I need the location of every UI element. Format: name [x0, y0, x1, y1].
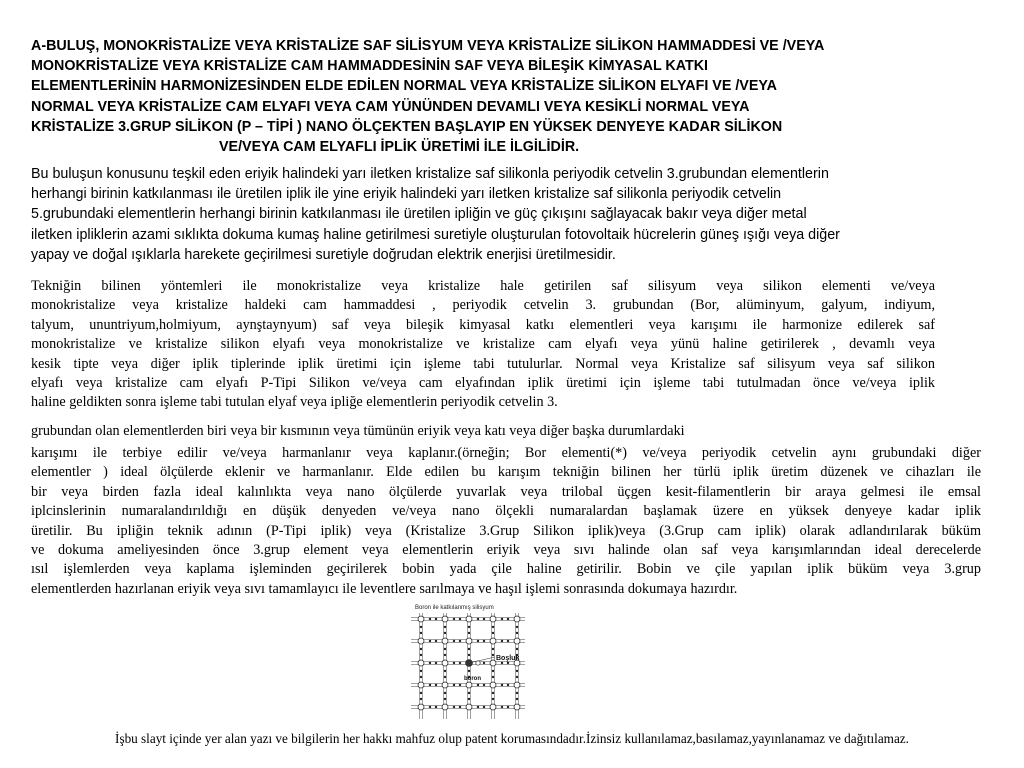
electron-dot	[477, 684, 479, 686]
body-line: monokristalize ve kristalize silikon elyafı veya monokristalize ve kristalize cam elyafı veya yünü haline getirilerek , devamlı veya	[31, 336, 935, 353]
electron-dot	[516, 632, 518, 634]
intro-paragraph	[31, 164, 1001, 265]
electron-dot	[453, 662, 455, 664]
electron-dot	[453, 640, 455, 642]
electron-dot	[435, 640, 437, 642]
electron-dot	[492, 626, 494, 628]
electron-dot	[516, 626, 518, 628]
body-line: elyafı veya kristalize cam elyafı P-Tipi Silikon ve/veya cam elyafından iplik üretimi için işleme tabi tutulmadan önce ve/veya iplik	[31, 375, 935, 392]
electron-dot	[492, 698, 494, 700]
electron-dot	[459, 662, 461, 664]
electron-dot	[444, 654, 446, 656]
electron-dot	[516, 698, 518, 700]
electron-dot	[501, 640, 503, 642]
silicon-atom	[418, 616, 424, 622]
silicon-lattice-diagram	[407, 601, 529, 723]
electron-dot	[516, 676, 518, 678]
silicon-atom	[490, 638, 496, 644]
title-line: MONOKRİSTALİZE VEYA KRİSTALİZE CAM HAMMADDESİNİN SAF VEYA BİLEŞİK KİMYASAL KATKI	[31, 58, 709, 75]
electron-dot	[483, 640, 485, 642]
intro-line: herhangi birinin katkılanması ile üretilen iplik ile yine eriyik halindeki yarı iletken kristalize saf silikonla periyodik cetvelin	[31, 186, 782, 203]
silicon-atom	[442, 682, 448, 688]
body-line: ısıl işlemlerden veya kaplama işleminden geçirilerek bobin yada çile haline getirilir. Bobin ve çile yapılan iplik büküm veya 3.grup	[31, 561, 981, 578]
electron-dot	[420, 670, 422, 672]
silicon-atom	[514, 704, 520, 710]
electron-dot	[420, 698, 422, 700]
electron-dot	[459, 640, 461, 642]
figure-caption: Boron ile katkılanmış silisyum	[415, 605, 494, 611]
electron-dot	[444, 648, 446, 650]
silicon-atom	[490, 682, 496, 688]
body-line: monokristalize veya kristalize haldeki cam hammaddesi , periyodik cetvelin 3. grubundan (Bor, alüminyum, galyum, indiyum,	[31, 297, 935, 314]
body-line: ve dokuma ameliyesinden önce 3.grup element veya elementlerin eriyik veya sıvı halinde olan saf veya karışımlarından ideal derecelerde	[31, 542, 981, 559]
electron-dot	[429, 662, 431, 664]
document-title	[31, 36, 991, 157]
body-line: karışımı ile terbiye edilir ve/veya harmanlanır veya kaplanır.(örneğin; Bor elementi(*) ve/veya periyodik cetvelin aynı grubundaki diğer	[31, 445, 981, 461]
electron-dot	[429, 706, 431, 708]
electron-dot	[420, 648, 422, 650]
electron-dot	[435, 706, 437, 708]
electron-dot	[492, 692, 494, 694]
silicon-atom	[514, 638, 520, 644]
silicon-atom	[514, 616, 520, 622]
silicon-atom	[490, 616, 496, 622]
electron-dot	[468, 632, 470, 634]
electron-dot	[507, 662, 509, 664]
electron-dot	[420, 626, 422, 628]
body-line: talyum, ununtriyum,holmiyum, aynştaynyum) saf veya bileşik kimyasal katkı elementleri veya karışımı ile harmonize edilerek saf	[31, 316, 935, 333]
body-paragraph-2	[31, 444, 981, 599]
title-line: NORMAL VEYA KRİSTALİZE CAM ELYAFI VEYA CAM YÜNÜNDEN DEVAMLI VEYA KESİKLİ NORMAL VEYA	[31, 98, 750, 115]
silicon-atom	[418, 704, 424, 710]
electron-dot	[444, 626, 446, 628]
electron-dot	[477, 640, 479, 642]
electron-dot	[507, 618, 509, 620]
body-line: iplcinslerinin numaralandırıldığı en düşük denyeden ve/veya nano ölçekli numaralardan başlamak üzere en yüksek denyeye kadar iplik	[31, 503, 981, 520]
electron-dot	[459, 684, 461, 686]
electron-dot	[483, 662, 485, 664]
electron-dot	[492, 676, 494, 678]
electron-dot	[435, 618, 437, 620]
electron-dot	[420, 632, 422, 634]
title-line: VE/VEYA CAM ELYAFLI İPLİK ÜRETİMİ İLE İLGİLİDİR.	[219, 139, 580, 156]
silicon-atom	[466, 682, 472, 688]
electron-dot	[453, 684, 455, 686]
electron-dot	[483, 684, 485, 686]
silicon-atom	[490, 704, 496, 710]
title-line: ELEMENTLERİNİN HARMONİZESİNDEN ELDE EDİLEN NORMAL VEYA KRİSTALİZE SİLİKON ELYAFI VE /VEYA	[31, 78, 777, 95]
electron-dot	[501, 618, 503, 620]
electron-dot	[459, 618, 461, 620]
electron-dot	[492, 654, 494, 656]
silicon-atom	[418, 660, 424, 666]
electron-dot	[453, 618, 455, 620]
body-paragraph-1-tail: grubundan olan elementlerden biri veya bir kısmının veya tümünün eriyik veya katı veya diğer başka durumlardaki	[31, 423, 685, 439]
electron-dot	[468, 692, 470, 694]
electron-dot	[429, 618, 431, 620]
electron-dot	[483, 618, 485, 620]
electron-dot	[468, 654, 470, 656]
electron-dot	[420, 692, 422, 694]
electron-dot	[429, 684, 431, 686]
electron-dot	[501, 662, 503, 664]
intro-line: Bu buluşun konusunu teşkil eden eriyik halindeki yarı iletken kristalize saf silikonla periyodik cetvelin 3.grubundan elementlerin	[31, 166, 829, 182]
silicon-atom	[418, 638, 424, 644]
silicon-atom	[514, 682, 520, 688]
body-line: bir veya birden fazla ideal kalınlıkta veya nano ölçülerde yuvarlak veya trilobal üçgen kesit-filamentlerin bir araya gelmesi ile emsal	[31, 483, 981, 500]
electron-dot	[459, 706, 461, 708]
electron-dot	[492, 632, 494, 634]
electron-dot	[429, 640, 431, 642]
electron-dot	[516, 670, 518, 672]
electron-dot	[444, 698, 446, 700]
electron-dot	[507, 640, 509, 642]
electron-dot	[501, 706, 503, 708]
silicon-atom	[466, 704, 472, 710]
electron-dot	[453, 706, 455, 708]
electron-dot	[444, 692, 446, 694]
electron-dot	[435, 662, 437, 664]
body-line: elementlerden hazırlanan eriyik veya sıvı tamamlayıcı ile leventlere sarılmaya ve haşıl işlemi sonrasında dokumaya hazırdır.	[31, 580, 738, 597]
electron-dot	[435, 684, 437, 686]
body-line: Tekniğin bilinen yöntemleri ile monokristalize veya kristalize hale getirilen saf silisyum veya silikon elementi ve/veya	[31, 278, 935, 294]
electron-dot	[477, 706, 479, 708]
electron-dot	[444, 632, 446, 634]
electron-dot	[507, 684, 509, 686]
body-line: kesik tipte veya diğer iplik tiplerinde iplik üretimi için işleme tabi tutulurlar. Normal veya Kristalize saf silisyum veya saf silikon	[31, 355, 935, 372]
intro-line: 5.grubundaki elementlerin herhangi birinin katkılanması ile üretilen ipliğin ve güç çıkışını sağlayacak bakır veya diğer metal	[31, 206, 807, 223]
title-line: KRİSTALİZE 3.GRUP SİLİKON (P – TİPİ ) NANO ÖLÇEKTEN BAŞLAYIP EN YÜKSEK DENYEYE KADAR SİLİKON	[31, 118, 783, 135]
intro-line: iletken ipliklerin azami sıklıkta dokuma kumaş haline getirilmesi suretiyle oluşturulan fotovoltaik hücrelerin güneş ışığı veya diğer	[31, 226, 840, 243]
electron-dot	[516, 692, 518, 694]
silicon-atom	[442, 704, 448, 710]
hole-label: Boşluk	[496, 655, 520, 662]
copyright-footer: İşbu slayt içinde yer alan yazı ve bilgilerin her hakkı mahfuz olup patent korumasındadır.İzinsiz kullanılamaz,basılamaz,yayınlanamaz ve dağıtılamaz.	[115, 731, 909, 746]
silicon-atom	[442, 638, 448, 644]
boron-doped-silicon-figure	[407, 601, 529, 723]
electron-dot	[492, 670, 494, 672]
silicon-atom	[466, 638, 472, 644]
electron-dot	[477, 618, 479, 620]
silicon-atom	[442, 660, 448, 666]
intro-line: yapay ve doğal ışıklarla harekete geçirilmesi suretiyle doğrudan elektrik enerjisi üretilmesidir.	[31, 246, 616, 263]
electron-dot	[468, 670, 470, 672]
electron-dot	[492, 648, 494, 650]
electron-dot	[516, 648, 518, 650]
electron-dot	[507, 706, 509, 708]
body-paragraph-1	[31, 277, 935, 413]
electron-dot	[468, 626, 470, 628]
body-line: elementler ) ideal ölçülerde eklenir ve harmanlanır. Elde edilen bu karışım tekniğin bilinen her türlü iplik üretim düzenek ve cihazları ile	[31, 464, 981, 481]
lattice-grid	[411, 613, 525, 719]
silicon-atom	[442, 616, 448, 622]
body-line: haline geldikten sonra işleme tabi tutulan elyaf veya ipliğe elementlerin periyodik cetvelin 3.	[31, 394, 558, 411]
silicon-atom	[418, 682, 424, 688]
electron-dot	[483, 706, 485, 708]
electron-dot	[468, 648, 470, 650]
electron-dot	[444, 676, 446, 678]
electron-dot	[420, 654, 422, 656]
title-line: A-BULUŞ, MONOKRİSTALİZE VEYA KRİSTALİZE SAF SİLİSYUM VEYA KRİSTALİZE SİLİKON HAMMADDESİ VE /VEYA	[31, 38, 825, 54]
body-line: üretilir. Bu ipliğin teknik adının (P-Tipi iplik) veya (Kristalize 3.Grup Silikon iplik)veya (3.Grup cam iplik) olarak adlandırılarak büküm	[31, 522, 981, 539]
silicon-atom	[466, 616, 472, 622]
boron-label: boron	[464, 676, 481, 682]
electron-dot	[444, 670, 446, 672]
electron-dot	[501, 684, 503, 686]
electron-dot	[420, 676, 422, 678]
electron-dot	[468, 698, 470, 700]
